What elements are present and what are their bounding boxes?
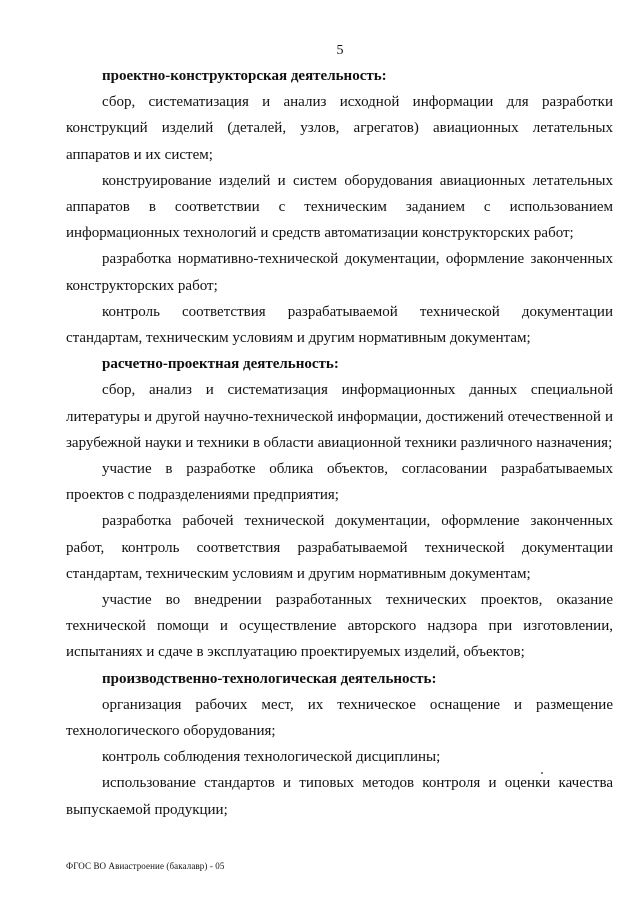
paragraph: организация рабочих мест, их техническое оснащение и размещение технологического оборудования; — [66, 696, 613, 740]
section-heading-production: производственно-технологическая деятельность: — [102, 670, 437, 687]
paragraph: контроль соответствия разрабатываемой технической документации стандартам, техническим условиям и другим нормативным документам; — [66, 303, 613, 347]
paragraph: участие во внедрении разработанных технических проектов, оказание технической помощи и осуществление авторского надзора при изготовлении, испытаниях и сдаче в эксплуатацию проектируемых изделий, объектов; — [66, 592, 613, 661]
page-footer: ФГОС ВО Авиастроение (бакалавр) - 05 — [66, 861, 225, 871]
section-heading-design: проектно-конструкторская деятельность: — [102, 68, 387, 84]
document-body — [66, 63, 613, 823]
paragraph: использование стандартов и типовых методов контроля и оценки качества выпускаемой продукции; — [66, 775, 613, 818]
paragraph: сбор, анализ и систематизация информационных данных специальной литературы и другой научно-технической информации, достижений отечественной и зарубежной науки и техники в области авиационной техники различного назначения; — [66, 382, 613, 451]
paragraph: сбор, систематизация и анализ исходной информации для разработки конструкций изделий (деталей, узлов, агрегатов) авиационных летательных аппаратов и их систем; — [66, 94, 613, 163]
page-number: 5 — [336, 43, 344, 58]
paragraph: разработка рабочей технической документации, оформление законченных работ, контроль соответствия разрабатываемой технической документации стандартам, техническим условиям и другим нормативным документам; — [66, 513, 613, 582]
paragraph: конструирование изделий и систем оборудования авиационных летательных аппаратов в соответствии с техническим заданием с использованием информационных технологий и средств автоматизации конструкторских работ; — [66, 172, 613, 242]
paragraph: контроль соблюдения технологической дисциплины; — [102, 749, 441, 766]
section-heading-calculation: расчетно-проектная деятельность: — [102, 356, 339, 373]
paragraph: разработка нормативно-технической документации, оформление законченных конструкторских работ; — [66, 251, 613, 294]
scan-speck — [541, 772, 543, 774]
paragraph: участие в разработке облика объектов, согласовании разрабатываемых проектов с подразделениями предприятия; — [66, 461, 613, 504]
